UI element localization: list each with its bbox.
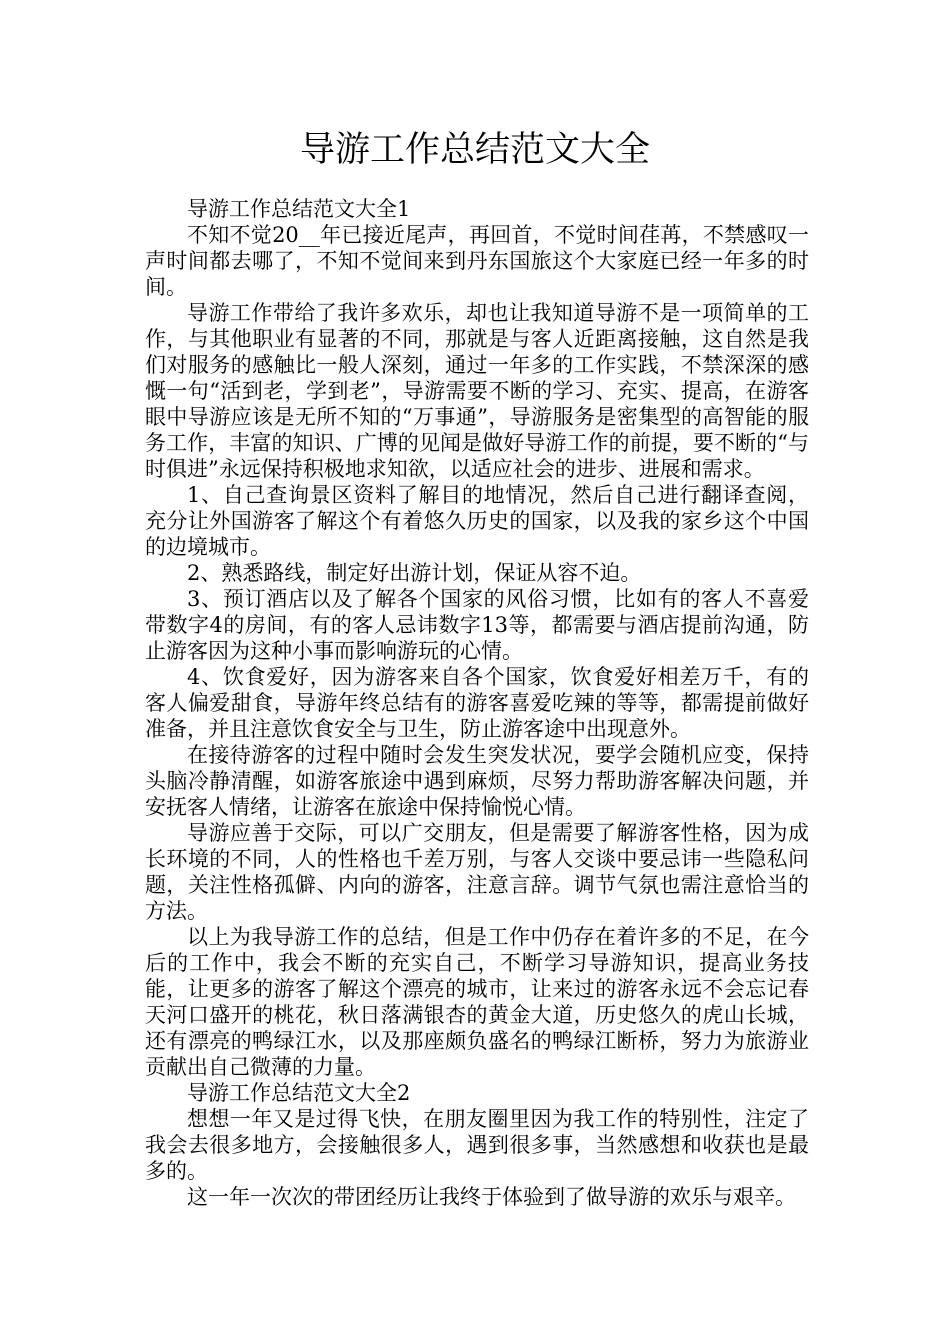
document-body xyxy=(145,196,809,1210)
paragraph: 1、自己查询景区资料了解目的地情况，然后自己进行翻译查阅，充分让外国游客了解这个有着悠久历史的国家，以及我的家乡这个中国的边境城市。 xyxy=(145,483,809,559)
paragraph: 3、预订酒店以及了解各个国家的风俗习惯，比如有的客人不喜爱带数字4的房间，有的客人忌讳数字13等，都需要与酒店提前沟通，防止游客因为这种小事而影响游玩的心情。 xyxy=(145,587,809,663)
section-heading-1: 导游工作总结范文大全1 xyxy=(187,197,411,221)
paragraph: 这一年一次次的带团经历让我终于体验到了做导游的欢乐与艰辛。 xyxy=(187,1185,796,1209)
paragraph: 想想一年又是过得飞快，在朋友圈里因为我工作的特别性，注定了我会去很多地方，会接触很多人，遇到很多事，当然感想和收获也是最多的。 xyxy=(145,1107,809,1183)
paragraph: 导游工作带给了我许多欢乐，却也让我知道导游不是一项简单的工作，与其他职业有显著的不同，那就是与客人近距离接触，这自然是我们对服务的感触比一般人深刻，通过一年多的工作实践，不禁深深的感慨一句“活到老，学到老”，导游需要不断的学习、充实、提高，在游客眼中导游应该是无所不知的“万事通”，导游服务是密集型的高智能的服务工作，丰富的知识、广博的见闻是做好导游工作的前提，要不断的“与时俱进”永远保持积极地求知欲，以适应社会的进步、进展和需求。 xyxy=(145,301,809,481)
paragraph: 4、饮食爱好，因为游客来自各个国家，饮食爱好相差万千，有的客人偏爱甜食，导游年终总结有的游客喜爱吃辣的等等，都需提前做好准备，并且注意饮食安全与卫生，防止游客途中出现意外。 xyxy=(145,665,809,741)
paragraph: 在接待游客的过程中随时会发生突发状况，要学会随机应变，保持头脑冷静清醒，如游客旅途中遇到麻烦，尽努力帮助游客解决问题，并安抚客人情绪，让游客在旅途中保持愉悦心情。 xyxy=(145,743,809,819)
section-heading-2: 导游工作总结范文大全2 xyxy=(187,1081,411,1105)
document-title: 导游工作总结范文大全 xyxy=(299,130,650,170)
paragraph: 2、熟悉路线，制定好出游计划，保证从容不迫。 xyxy=(187,561,642,585)
paragraph: 导游应善于交际，可以广交朋友，但是需要了解游客性格，因为成长环境的不同，人的性格也千差万别，与客人交谈中要忌讳一些隐私问题，关注性格孤僻、内向的游客，注意言辞。调节气氛也需注意恰当的方法。 xyxy=(145,821,809,923)
paragraph: 不知不觉20__年已接近尾声，再回首，不觉时间荏苒，不禁感叹一声时间都去哪了，不知不觉间来到丹东国旅这个大家庭已经一年多的时间。 xyxy=(145,223,809,299)
paragraph: 以上为我导游工作的总结，但是工作中仍存在着许多的不足，在今后的工作中，我会不断的充实自己，不断学习导游知识，提高业务技能，让更多的游客了解这个漂亮的城市，让来过的游客永远不会忘记春天河口盛开的桃花，秋日落满银杏的黄金大道，历史悠久的虎山长城，还有漂亮的鸭绿江水，以及那座颇负盛名的鸭绿江断桥，努力为旅游业贡献出自己微薄的力量。 xyxy=(145,925,809,1079)
